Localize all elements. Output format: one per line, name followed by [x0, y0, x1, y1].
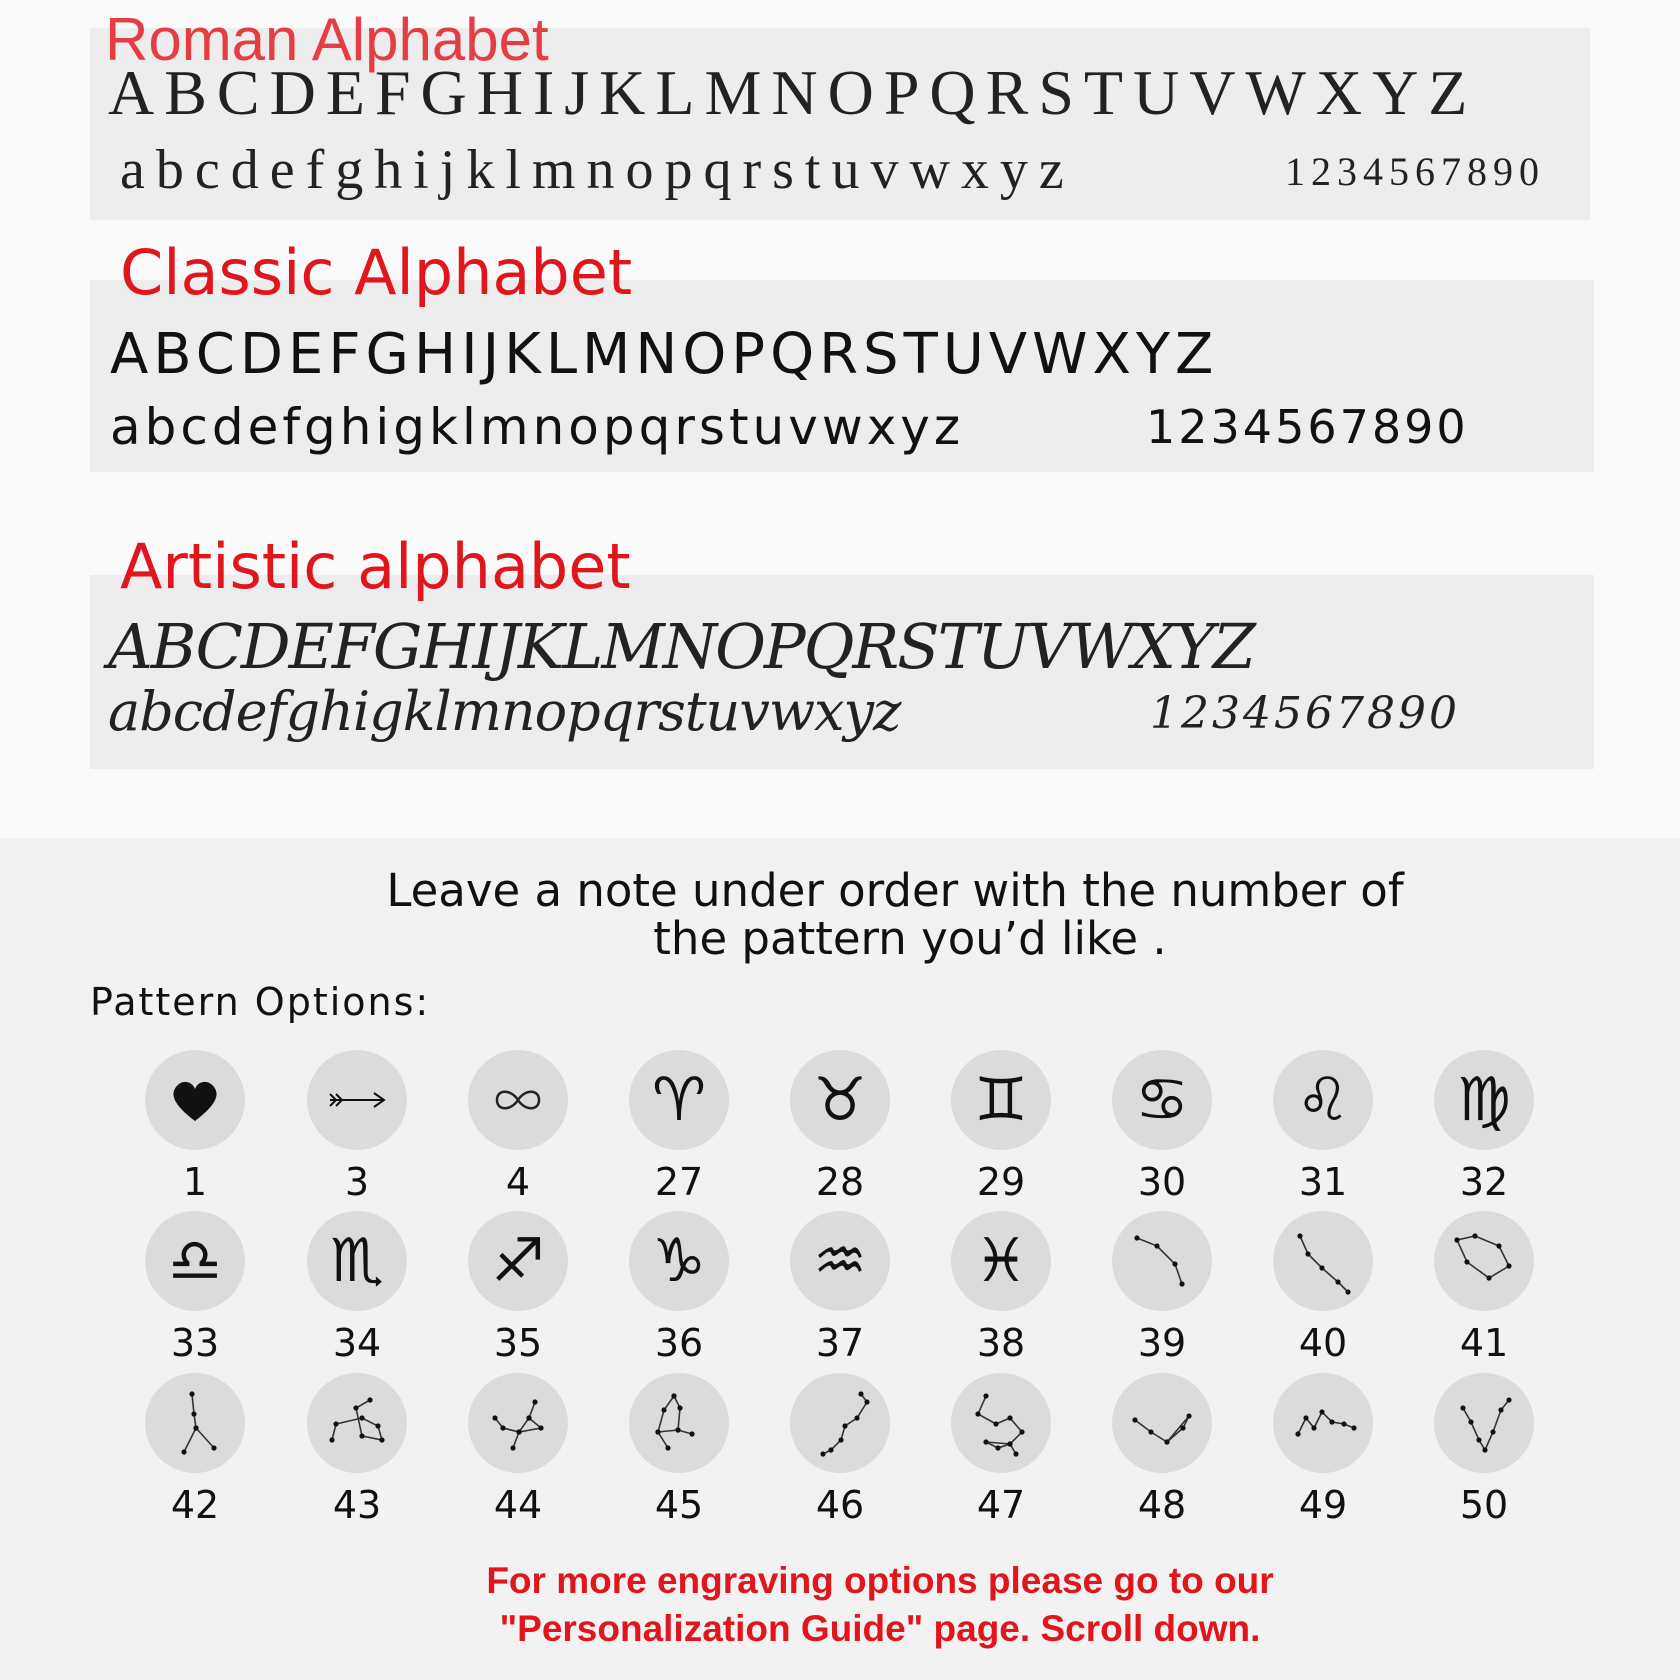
pattern-number: 34 — [332, 1321, 382, 1365]
classic-lowercase: abcdefghigklmnopqrstuvwxyz — [110, 398, 965, 456]
pattern-number: 44 — [493, 1483, 543, 1527]
leo-constellation-icon — [307, 1373, 407, 1473]
pattern-number: 36 — [654, 1321, 704, 1365]
cancer-constellation-icon — [145, 1373, 245, 1473]
capricorn-constellation-icon — [1112, 1373, 1212, 1473]
libra-constellation-icon — [629, 1373, 729, 1473]
pattern-number: 28 — [815, 1160, 865, 1204]
pattern-option — [1268, 1373, 1378, 1533]
pattern-number: 43 — [332, 1483, 382, 1527]
infinity-icon — [468, 1050, 568, 1150]
virgo-icon: ♍ — [1434, 1050, 1534, 1150]
pattern-number: 37 — [815, 1321, 865, 1365]
pattern-number: 4 — [505, 1160, 531, 1204]
pattern-option — [1268, 1211, 1378, 1371]
pattern-option — [140, 1211, 250, 1371]
cancer-icon: ♋ — [1112, 1050, 1212, 1150]
pattern-number: 31 — [1298, 1160, 1348, 1204]
classic-digits: 1234567890 — [1146, 400, 1469, 454]
pattern-number: 40 — [1298, 1321, 1348, 1365]
pattern-option — [302, 1211, 412, 1371]
pattern-number: 38 — [976, 1321, 1026, 1365]
heart-icon — [145, 1050, 245, 1150]
aquarius-constellation-icon — [1273, 1373, 1373, 1473]
roman-digits: 1234567890 — [1285, 149, 1545, 194]
capricorn-icon: ♑ — [629, 1211, 729, 1311]
pattern-number: 33 — [170, 1321, 220, 1365]
pattern-option — [785, 1050, 895, 1210]
pattern-option — [785, 1211, 895, 1371]
artistic-alphabet-title: Artistic alphabet — [120, 530, 631, 603]
pattern-number: 48 — [1137, 1483, 1187, 1527]
artistic-lowercase: abcdefghigklmnopqrstuvwxyz — [108, 680, 901, 743]
pattern-option — [1429, 1373, 1539, 1533]
pattern-option — [624, 1373, 734, 1533]
pattern-option — [463, 1373, 573, 1533]
pattern-number: 30 — [1137, 1160, 1187, 1204]
gemini-constellation-icon — [1434, 1211, 1534, 1311]
aries-constellation-icon — [1112, 1211, 1212, 1311]
pattern-number: 27 — [654, 1160, 704, 1204]
pisces-icon: ♓ — [951, 1211, 1051, 1311]
pattern-option — [140, 1373, 250, 1533]
pattern-option — [140, 1050, 250, 1210]
pattern-option — [1268, 1050, 1378, 1210]
pisces-constellation-icon — [1434, 1373, 1534, 1473]
virgo-constellation-icon — [468, 1373, 568, 1473]
pattern-option — [1429, 1050, 1539, 1210]
pattern-option — [302, 1373, 412, 1533]
pattern-option — [946, 1211, 1056, 1371]
pattern-option — [946, 1050, 1056, 1210]
pattern-number: 32 — [1459, 1160, 1509, 1204]
pattern-number: 39 — [1137, 1321, 1187, 1365]
classic-alphabet-title: Classic Alphabet — [120, 236, 633, 309]
pattern-number: 35 — [493, 1321, 543, 1365]
footer-note-line-1: For more engraving options please go to our — [486, 1560, 1274, 1601]
sagittarius-icon: ♐ — [468, 1211, 568, 1311]
sagittarius-constellation-icon — [951, 1373, 1051, 1473]
pattern-option — [302, 1050, 412, 1210]
aries-icon: ♈ — [629, 1050, 729, 1150]
classic-uppercase: ABCDEFGHIJKLMNOPQRSTUVWXYZ — [110, 322, 1219, 387]
scorpio-constellation-icon — [790, 1373, 890, 1473]
roman-lowercase: abcdefghijklmnopqrstuvwxyz — [120, 139, 1075, 201]
pattern-option — [946, 1373, 1056, 1533]
pattern-number: 41 — [1459, 1321, 1509, 1365]
footer-note-line-2: "Personalization Guide" page. Scroll down. — [499, 1608, 1261, 1649]
pattern-option — [1107, 1373, 1217, 1533]
pattern-option — [1429, 1211, 1539, 1371]
artistic-digits: 1234567890 — [1150, 688, 1460, 739]
pattern-option — [624, 1211, 734, 1371]
roman-alphabet-title: Roman Alphabet — [105, 6, 549, 73]
leo-icon: ♌ — [1273, 1050, 1373, 1150]
note-instruction-line-2: the pattern you’d like . — [653, 912, 1167, 965]
pattern-option — [1107, 1050, 1217, 1210]
pattern-number: 42 — [170, 1483, 220, 1527]
pattern-number: 29 — [976, 1160, 1026, 1204]
aquarius-icon: ♒ — [790, 1211, 890, 1311]
taurus-icon: ♉ — [790, 1050, 890, 1150]
pattern-options-heading: Pattern Options: — [90, 980, 431, 1024]
pattern-option — [1107, 1211, 1217, 1371]
roman-uppercase: ABCDEFGHIJKLMNOPQRSTUVWXYZ — [108, 57, 1478, 128]
pattern-option — [785, 1373, 895, 1533]
pattern-number: 3 — [344, 1160, 370, 1204]
libra-icon: ♎ — [145, 1211, 245, 1311]
pattern-number: 49 — [1298, 1483, 1348, 1527]
arrow-icon — [307, 1050, 407, 1150]
artistic-uppercase: ABCDEFGHIJKLMNOPQRSTUVWXYZ — [108, 610, 1254, 683]
pattern-number: 47 — [976, 1483, 1026, 1527]
pattern-number: 1 — [182, 1160, 208, 1204]
note-instruction-line-1: Leave a note under order with the number of — [386, 864, 1404, 917]
pattern-number: 45 — [654, 1483, 704, 1527]
pattern-number: 46 — [815, 1483, 865, 1527]
pattern-number: 50 — [1459, 1483, 1509, 1527]
pattern-option — [463, 1211, 573, 1371]
gemini-icon: ♊ — [951, 1050, 1051, 1150]
scorpio-icon: ♏ — [307, 1211, 407, 1311]
pattern-option — [463, 1050, 573, 1210]
taurus-constellation-icon — [1273, 1211, 1373, 1311]
pattern-option — [624, 1050, 734, 1210]
